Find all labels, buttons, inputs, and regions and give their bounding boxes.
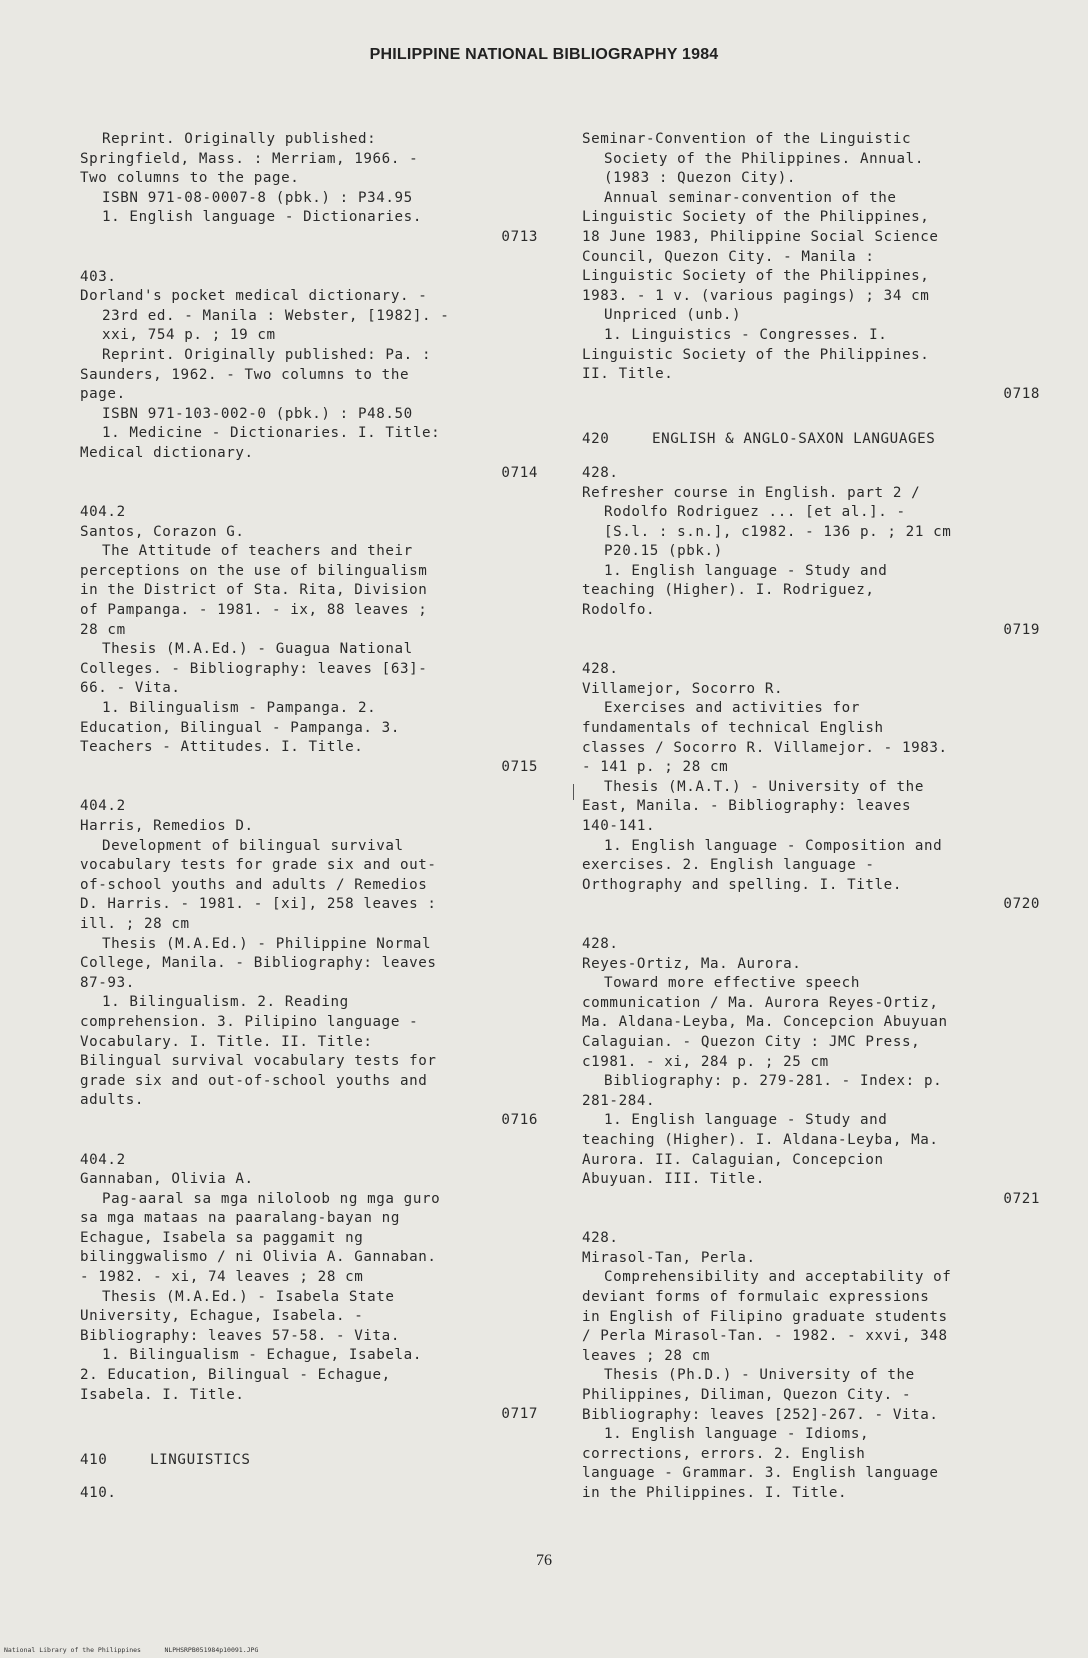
entry-line: Thesis (M.A.Ed.) - Guagua National	[102, 641, 413, 658]
classification-number: 428.	[582, 661, 619, 678]
entry-line: Bibliography: leaves [252]-267. - Vita.	[582, 1406, 939, 1423]
entry-line: perceptions on the use of bilingualism	[80, 562, 428, 579]
entry-line: Society of the Philippines. Annual.	[604, 150, 924, 167]
entry-line: 1. English language - Dictionaries.	[102, 209, 422, 226]
section-title: LINGUISTICS	[150, 1451, 251, 1468]
page-number: 76	[536, 1552, 552, 1569]
entry-line: sa mga mataas na paaralang-bayan ng	[80, 1210, 400, 1227]
entry-line: 1. English language - Study and	[604, 562, 888, 579]
entry-line: in English of Filipino graduate students	[582, 1308, 948, 1325]
entry-line: Linguistic Society of the Philippines,	[582, 268, 930, 285]
accession-number: 0714	[501, 464, 538, 481]
entry-line: (1983 : Quezon City).	[604, 170, 796, 187]
entry-line: 87-93.	[80, 974, 135, 991]
entry-line: Springfield, Mass. : Merriam, 1966. -	[80, 150, 419, 167]
entry-line: [S.l. : s.n.], c1982. - 136 p. ; 21 cm	[604, 523, 952, 540]
entry-line: 1. English language - Study and	[604, 1112, 888, 1129]
accession-number: 0719	[1003, 621, 1040, 638]
entry-line: Linguistic Society of the Philippines.	[582, 346, 930, 363]
entry-line: 1. Bilingualism - Pampanga. 2.	[102, 700, 377, 717]
entry-line: Unpriced (unb.)	[604, 307, 742, 324]
right-column	[582, 130, 1052, 1524]
entry-line: Reprint. Originally published:	[102, 131, 377, 147]
entry-line: Council, Quezon City. - Manila :	[582, 248, 875, 265]
entry-line: Calaguian. - Quezon City : JMC Press,	[582, 1033, 921, 1050]
entry-line: exercises. 2. English language -	[582, 857, 875, 874]
entry-line: 1983. - 1 v. (various pagings) ; 34 cm	[582, 287, 930, 304]
entry-line: deviant forms of formulaic expressions	[582, 1289, 930, 1306]
entry-line: 1. Bilingualism. 2. Reading	[102, 994, 349, 1011]
entry-line: c1981. - xi, 284 p. ; 25 cm	[582, 1053, 829, 1070]
bibliography-entry	[582, 660, 1052, 915]
entry-line: Seminar-Convention of the Linguistic	[582, 131, 912, 147]
entry-line: Mirasol-Tan, Perla.	[582, 1249, 756, 1266]
entry-line: - 1982. - xi, 74 leaves ; 28 cm	[80, 1269, 364, 1286]
bibliography-entry	[80, 1484, 550, 1504]
entry-line: Two columns to the page.	[80, 170, 300, 187]
entry-line: page.	[80, 386, 126, 403]
classification-number: 428.	[582, 464, 619, 481]
entry-line: Bibliography: leaves 57-58. - Vita.	[80, 1327, 400, 1344]
entry-line: Philippines, Diliman, Quezon City. -	[582, 1387, 912, 1404]
entry-line: in the Philippines. I. Title.	[582, 1485, 848, 1501]
entry-line: P20.15 (pbk.)	[604, 543, 723, 560]
entry-line: Saunders, 1962. - Two columns to the	[80, 366, 410, 383]
accession-number: 0721	[1003, 1190, 1040, 1207]
bibliography-entry	[582, 935, 1052, 1209]
entry-line: 18 June 1983, Philippine Social Science	[582, 228, 939, 245]
accession-number: 0713	[501, 228, 538, 245]
entry-line: teaching (Higher). I. Rodriguez,	[582, 582, 875, 599]
entry-line: - 141 p. ; 28 cm	[582, 759, 729, 776]
entry-line: Ma. Aldana-Leyba, Ma. Concepcion Abuyuan	[582, 1014, 948, 1031]
entry-line: communication / Ma. Aurora Reyes-Ortiz,	[582, 994, 939, 1011]
entry-line: Comprehensibility and acceptability of	[604, 1269, 952, 1286]
entry-line: The Attitude of teachers and their	[102, 543, 413, 560]
section-title: ENGLISH & ANGLO-SAXON LANGUAGES	[652, 431, 936, 448]
classification-number: 404.2	[80, 504, 126, 521]
entry-line: II. Title.	[582, 366, 674, 383]
entry-line: comprehension. 3. Pilipino language -	[80, 1013, 419, 1030]
entry-line: 1. Bilingualism - Echague, Isabela.	[102, 1347, 422, 1364]
entry-line: Harris, Remedios D.	[80, 818, 254, 834]
classification-number: 403.	[80, 268, 117, 285]
section-heading	[80, 1451, 550, 1471]
entry-line: Colleges. - Bibliography: leaves [63]-	[80, 660, 428, 677]
classification-number: 410.	[80, 1485, 117, 1502]
entry-line: Medical dictionary.	[80, 444, 254, 461]
bibliography-entry	[80, 130, 550, 248]
entry-line: Bibliography: p. 279-281. - Index: p.	[604, 1073, 943, 1090]
scan-footer: National Library of the Philippines NLPHSRPB051984p10091.JPG	[4, 1646, 259, 1654]
entry-line: Toward more effective speech	[604, 975, 860, 992]
entry-line: corrections, errors. 2. English	[582, 1445, 866, 1462]
entry-line: College, Manila. - Bibliography: leaves	[80, 955, 437, 972]
entry-line: grade six and out-of-school youths and	[80, 1072, 428, 1089]
entry-line: Reprint. Originally published: Pa. :	[102, 346, 432, 363]
entry-line: Rodolfo Rodriguez ... [et al.]. -	[604, 504, 906, 521]
entry-line: / Perla Mirasol-Tan. - 1982. - xxvi, 348	[582, 1328, 948, 1345]
entry-line: ISBN 971-103-002-0 (pbk.) : P48.50	[102, 405, 413, 422]
entry-line: adults.	[80, 1092, 144, 1109]
entry-line: Annual seminar-convention of the	[604, 189, 897, 206]
entry-line: Vocabulary. I. Title. II. Title:	[80, 1033, 373, 1050]
section-number: 420	[582, 431, 610, 448]
classification-number: 404.2	[80, 1151, 126, 1168]
entry-line: Rodolfo.	[582, 602, 656, 619]
entry-line: 281-284.	[582, 1092, 656, 1109]
bibliography-entry	[80, 268, 550, 484]
accession-number: 0718	[1003, 385, 1040, 402]
entry-line: Development of bilingual survival	[102, 837, 404, 854]
section-heading	[582, 430, 1052, 450]
entry-line: 28 cm	[80, 621, 126, 638]
entry-line: in the District of Sta. Rita, Division	[80, 582, 428, 599]
entry-line: D. Harris. - 1981. - [xi], 258 leaves :	[80, 896, 437, 913]
bibliography-entry	[80, 503, 550, 777]
entry-line: Thesis (M.A.Ed.) - Philippine Normal	[102, 935, 432, 952]
entry-line: Thesis (M.A.Ed.) - Isabela State	[102, 1288, 395, 1305]
entry-line: 1. Linguistics - Congresses. I.	[604, 326, 888, 343]
section-number: 410	[80, 1451, 108, 1468]
entry-line: East, Manila. - Bibliography: leaves	[582, 798, 912, 815]
entry-line: Linguistic Society of the Philippines,	[582, 209, 930, 226]
entry-line: of Pampanga. - 1981. - ix, 88 leaves ;	[80, 602, 428, 619]
entry-line: Exercises and activities for	[604, 700, 860, 717]
entry-line: fundamentals of technical English	[582, 720, 884, 737]
entry-line: Thesis (Ph.D.) - University of the	[604, 1367, 915, 1384]
entry-line: 1. Medicine - Dictionaries. I. Title:	[102, 425, 441, 442]
accession-number: 0717	[501, 1406, 538, 1423]
entry-line: Abuyuan. III. Title.	[582, 1171, 765, 1188]
entry-line: ill. ; 28 cm	[80, 915, 190, 932]
accession-number: 0720	[1003, 896, 1040, 913]
entry-line: teaching (Higher). I. Aldana-Leyba, Ma.	[582, 1131, 939, 1148]
entry-line: Bilingual survival vocabulary tests for	[80, 1053, 437, 1070]
entry-line: University, Echague, Isabela. -	[80, 1308, 364, 1325]
entry-line: Refresher course in English. part 2 /	[582, 484, 921, 501]
entry-line: vocabulary tests for grade six and out-	[80, 857, 437, 874]
classification-number: 428.	[582, 935, 619, 952]
accession-number: 0716	[501, 1111, 538, 1128]
bibliography-entry	[80, 1151, 550, 1425]
entry-line: Orthography and spelling. I. Title.	[582, 876, 902, 893]
entry-line: 2. Education, Bilingual - Echague,	[80, 1367, 391, 1384]
classification-number: 404.2	[80, 798, 126, 815]
entry-line: Teachers - Attitudes. I. Title.	[80, 739, 364, 756]
entry-line: Education, Bilingual - Pampanga. 3.	[80, 719, 400, 736]
entry-line: bilinggwalismo / ni Olivia A. Gannaban.	[80, 1249, 437, 1266]
entry-line: leaves ; 28 cm	[582, 1347, 710, 1364]
entry-line: Pag-aaral sa mga niloloob ng mga guro	[102, 1190, 441, 1207]
bibliography-entry	[582, 130, 1052, 404]
bibliography-entry	[582, 464, 1052, 640]
entry-line: 1. English language - Idioms,	[604, 1426, 870, 1443]
column-mark	[573, 784, 574, 800]
entry-line: Reyes-Ortiz, Ma. Aurora.	[582, 955, 802, 972]
entry-line: Isabela. I. Title.	[80, 1386, 245, 1403]
entry-line: Santos, Corazon G.	[80, 523, 245, 540]
page-header-title: PHILIPPINE NATIONAL BIBLIOGRAPHY 1984	[369, 46, 719, 63]
left-column	[80, 130, 550, 1524]
entry-line: 23rd ed. - Manila : Webster, [1982]. -	[102, 307, 450, 324]
accession-number: 0715	[501, 758, 538, 775]
bibliography-entry	[80, 797, 550, 1130]
entry-line: 66. - Vita.	[80, 680, 181, 697]
bibliography-entry	[582, 1229, 1052, 1503]
entry-line: Aurora. II. Calaguian, Concepcion	[582, 1151, 884, 1168]
entry-line: Dorland's pocket medical dictionary. -	[80, 288, 428, 305]
entry-line: Gannaban, Olivia A.	[80, 1171, 254, 1188]
entry-line: Villamejor, Socorro R.	[582, 680, 784, 697]
entry-line: Echague, Isabela sa paggamit ng	[80, 1229, 364, 1246]
entry-line: ISBN 971-08-0007-8 (pbk.) : P34.95	[102, 189, 413, 206]
entry-line: 140-141.	[582, 818, 656, 834]
entry-line: xxi, 754 p. ; 19 cm	[102, 327, 276, 344]
entry-line: 1. English language - Composition and	[604, 837, 943, 854]
entry-line: Thesis (M.A.T.) - University of the	[604, 778, 924, 795]
entry-line: classes / Socorro R. Villamejor. - 1983.	[582, 739, 948, 756]
classification-number: 428.	[582, 1230, 619, 1247]
entry-line: language - Grammar. 3. English language	[582, 1465, 939, 1482]
entry-line: of-school youths and adults / Remedios	[80, 876, 428, 893]
